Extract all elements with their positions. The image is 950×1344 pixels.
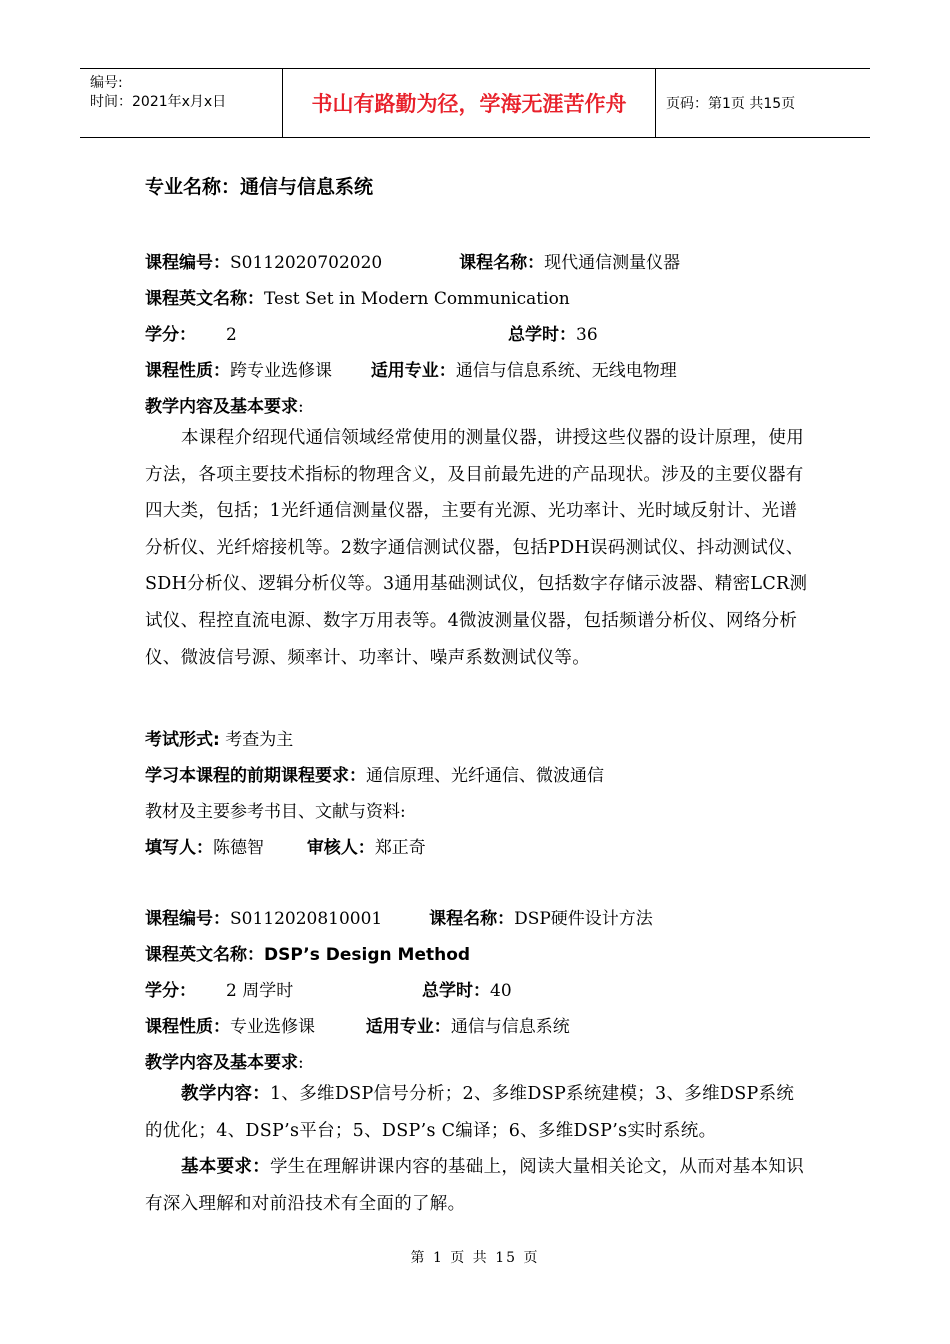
course1-credit: 2: [226, 325, 237, 345]
course2-credit-row: [145, 976, 293, 1001]
course1-credit-label: 学分：: [145, 325, 196, 345]
course2-hours-label: 总学时：: [422, 981, 490, 1001]
course2-teach: 1、多维DSP信号分析；2、多维DSP系统建模；3、多维DSP系统的优化；4、DSP’s平台；5、DSP’s C编译；6、多维DSP’s实时系统。: [145, 1084, 795, 1141]
course1-prereq-label: 学习本课程的前期课程要求：: [145, 766, 366, 786]
course1-books: 教材及主要参考书目、文献与资料:: [145, 802, 406, 822]
course2-content-heading: [145, 1048, 304, 1073]
course1-nature-row: [145, 356, 677, 381]
course1-code-label: 课程编号：: [145, 253, 230, 273]
course1-exam-row: [145, 725, 293, 750]
course2-nature-row: [145, 1012, 570, 1037]
header-number: 编号:: [90, 75, 123, 91]
course2-credit: 2 周学时: [226, 981, 294, 1001]
header-motto: 书山有路勤为径，学海无涯苦作舟: [311, 92, 627, 116]
course2-name: DSP硬件设计方法: [514, 909, 653, 929]
course1-applicable: 通信与信息系统、无线电物理: [455, 361, 677, 381]
course2-content-colon: :: [298, 1053, 304, 1073]
course1-en-name: Test Set in Modern Communication: [264, 289, 570, 309]
header-page-info: 页码：第1页 共15页: [666, 96, 796, 112]
course1-reviewer: 郑正奇: [374, 838, 426, 858]
course2-hours-row: [422, 976, 512, 1001]
course2-hours: 40: [490, 981, 512, 1001]
header-meta: [80, 69, 282, 137]
course1-content-heading: [145, 392, 304, 417]
course2-credit-label: 学分：: [145, 981, 196, 1001]
course1-content: 本课程介绍现代通信领域经常使用的测量仪器，讲授这些仪器的设计原理，使用方法，各项主要技术指标的物理含义，及目前最先进的产品现状。涉及的主要仪器有四大类，包括；1光纤通信测量仪器，主要有光源、光功率计、光时域反射计、光谱分析仪、光纤熔接机等。2数字通信测试仪器，包括PDH误码测试仪、抖动测试仪、SDH分析仪、逻辑分析仪等。3通用基础测试仪，包括数字存储示波器、精密LCR测试仪、程控直流电源、数字万用表等。4微波测量仪器，包括频谱分析仪、网络分析仪、微波信号源、频率计、功率计、噪声系数测试仪等。: [145, 428, 808, 668]
course2-req-paragraph: [145, 1149, 810, 1222]
course1-content-label: 教学内容及基本要求: [145, 397, 298, 417]
course2-code: S0112020810001: [230, 909, 383, 929]
course2-nature-label: 课程性质：: [145, 1017, 230, 1037]
course2-teach-label: 教学内容：: [181, 1084, 270, 1104]
course2-content-label: 教学内容及基本要求: [145, 1053, 298, 1073]
page-footer: 第 1 页 共 15 页: [410, 1250, 540, 1266]
course2-name-label: 课程名称：: [429, 909, 515, 929]
course1-code: S0112020702020: [230, 253, 383, 273]
course1-credit-row: [145, 320, 237, 345]
course1-en-row: [145, 284, 570, 309]
course1-en-label: 课程英文名称：: [145, 289, 264, 309]
course2-en-name: DSP’s Design Method: [264, 945, 471, 965]
course1-hours: 36: [576, 325, 598, 345]
course1-exam: 考查为主: [225, 730, 294, 750]
course1-writer-label: 填写人：: [145, 838, 213, 858]
course1-hours-label: 总学时：: [508, 325, 576, 345]
course1-prereq-row: [145, 761, 604, 786]
course1-nature: 跨专业选修课: [230, 361, 332, 381]
course1-prereq: 通信原理、光纤通信、微波通信: [366, 766, 604, 786]
header-time: 时间：2021年x月x日: [90, 94, 227, 110]
page-header: [80, 68, 870, 138]
course2-applicable: 通信与信息系统: [450, 1017, 570, 1037]
course2-nature: 专业选修课: [230, 1017, 315, 1037]
course2-code-label: 课程编号：: [145, 909, 230, 929]
course1-reviewer-label: 审核人：: [306, 838, 375, 858]
course1-hours-row: [508, 320, 598, 345]
course2-req: 学生在理解讲课内容的基础上，阅读大量相关论文，从而对基本知识有深入理解和对前沿技术有全面的了解。: [145, 1157, 804, 1214]
course1-applicable-label: 适用专业：: [370, 361, 456, 381]
header-motto-cell: [282, 69, 656, 137]
course2-en-label: 课程英文名称：: [145, 945, 264, 965]
course1-exam-label: 考试形式:: [145, 730, 220, 750]
major-title: 专业名称：通信与信息系统: [145, 176, 374, 198]
course1-name: 现代通信测量仪器: [544, 253, 681, 273]
course2-teach-paragraph: [145, 1076, 810, 1149]
course1-signoff-row: [145, 833, 426, 858]
header-page-info-cell: [656, 69, 870, 137]
course1-nature-label: 课程性质：: [145, 361, 230, 381]
course1-code-row: [145, 248, 680, 273]
course2-code-row: [145, 904, 653, 929]
course2-req-label: 基本要求：: [181, 1157, 270, 1177]
course1-name-label: 课程名称：: [459, 253, 545, 273]
course2-en-row: [145, 940, 470, 965]
course1-content-colon: :: [298, 397, 304, 417]
course2-applicable-label: 适用专业：: [365, 1017, 451, 1037]
course1-writer: 陈德智: [213, 838, 264, 858]
